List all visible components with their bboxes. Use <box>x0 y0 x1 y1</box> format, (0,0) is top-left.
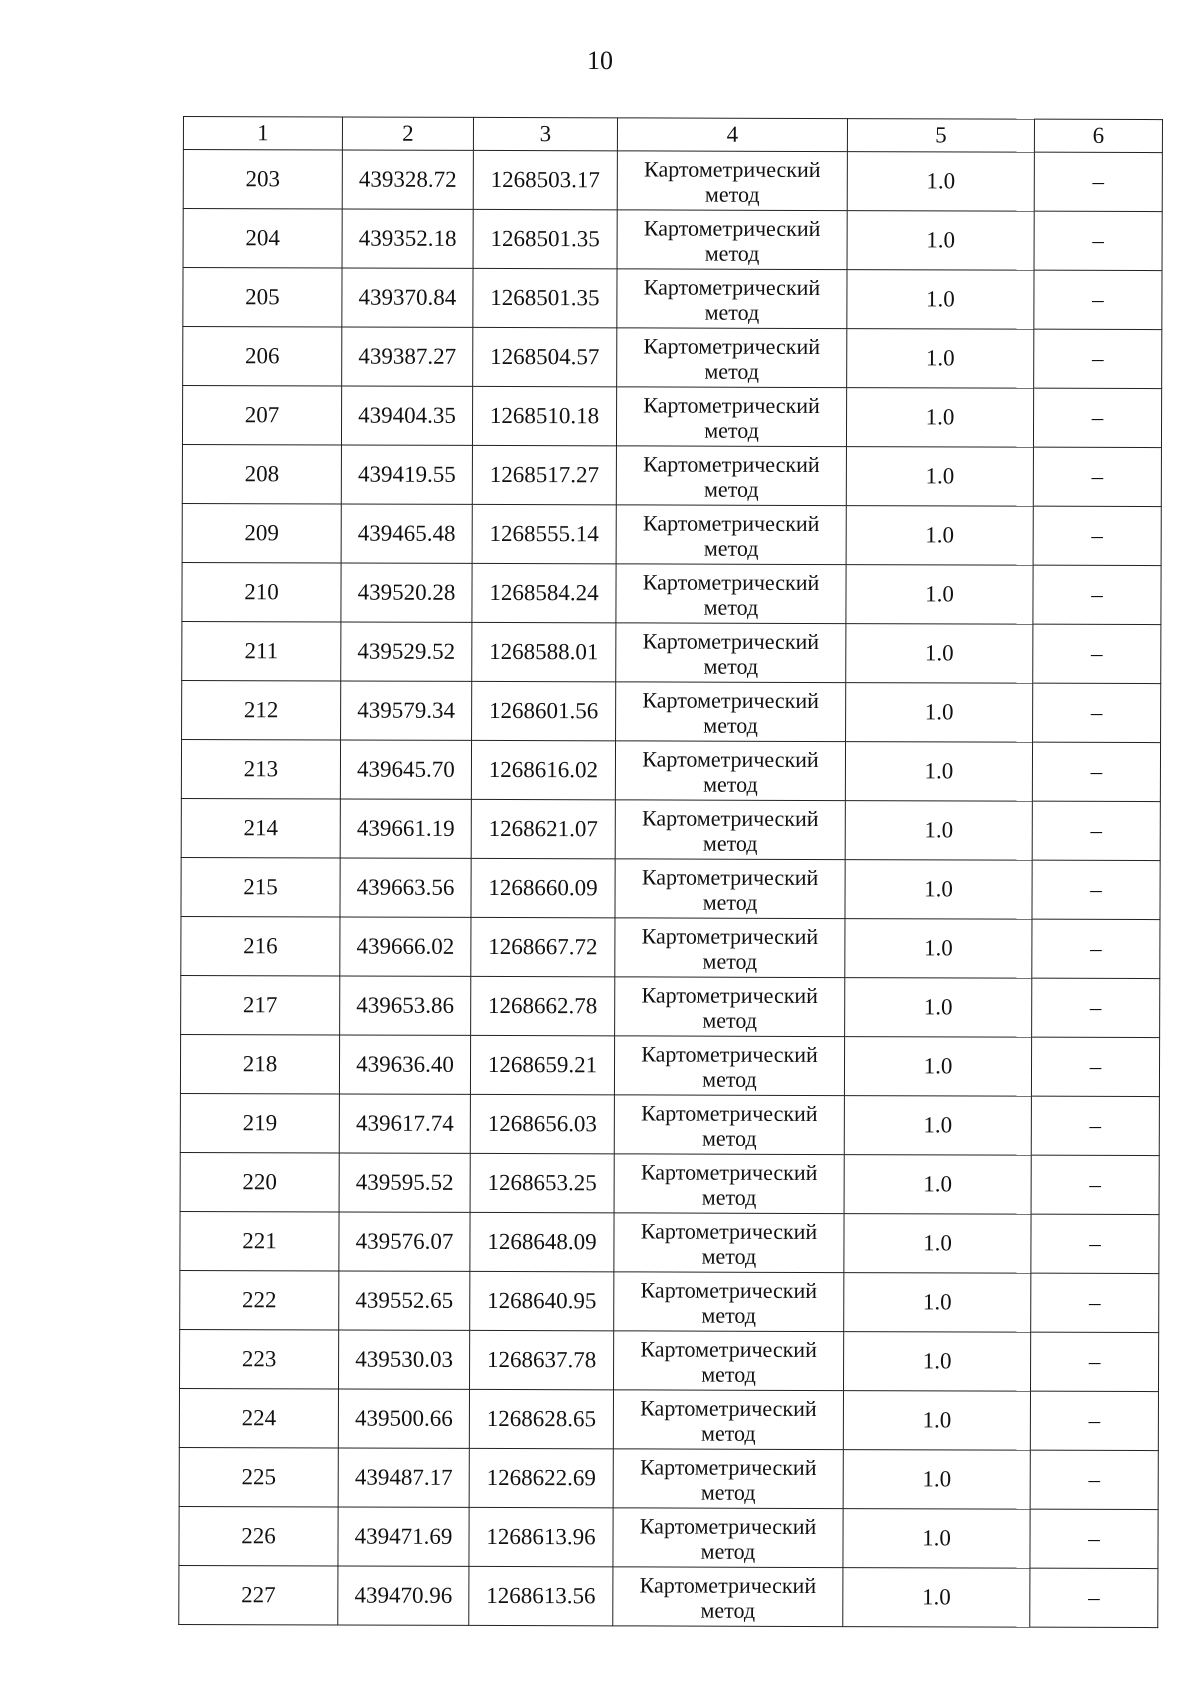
x-coordinate-cell: 439387.27 <box>342 327 473 386</box>
page-number: 10 <box>587 46 613 75</box>
table-row <box>181 975 1160 1037</box>
method-line-1: Картометрический <box>642 746 819 773</box>
table-row <box>179 1506 1158 1568</box>
x-coordinate-cell: 439370.84 <box>342 268 473 327</box>
note-cell: – <box>1031 1037 1159 1096</box>
x-coordinate-cell: 439530.03 <box>339 1330 470 1389</box>
y-coordinate-cell: 1268659.21 <box>470 1035 614 1094</box>
point-number-cell: 226 <box>179 1506 338 1565</box>
note-cell: – <box>1034 152 1162 211</box>
note-cell: – <box>1032 742 1160 801</box>
column-header-5: 5 <box>847 119 1034 153</box>
method-line-2: метод <box>701 1302 757 1328</box>
table-row <box>183 327 1162 389</box>
table-row <box>181 857 1160 919</box>
method-line-1: Картометрический <box>644 156 821 183</box>
table-row <box>180 1093 1159 1155</box>
method-line-1: Картометрический <box>643 392 820 419</box>
method-line-2: метод <box>702 830 758 856</box>
method-line-1: Картометрический <box>642 628 820 655</box>
method-line-2: метод <box>701 1125 757 1151</box>
method-line-2: метод <box>700 1597 756 1623</box>
note-cell: – <box>1033 447 1161 506</box>
method-line-1: Картометрический <box>639 1454 817 1480</box>
y-coordinate-cell: 1268510.18 <box>472 386 616 445</box>
method-cell <box>615 859 845 919</box>
point-number-cell: 211 <box>182 621 341 680</box>
table-row <box>180 1270 1159 1332</box>
point-number-cell: 203 <box>183 150 342 209</box>
method-cell <box>615 918 845 978</box>
point-number-cell: 208 <box>182 444 341 503</box>
x-coordinate-cell: 439552.65 <box>339 1271 470 1330</box>
x-coordinate-cell: 439465.48 <box>341 504 472 563</box>
method-line-1: Картометрический <box>640 1336 817 1362</box>
x-coordinate-cell: 439352.18 <box>342 209 473 268</box>
method-line-2: метод <box>703 535 759 561</box>
method-line-2: метод <box>703 653 759 679</box>
coordinates-table <box>178 116 1163 1628</box>
column-header-4: 4 <box>617 118 847 152</box>
note-cell: – <box>1034 329 1162 388</box>
x-coordinate-cell: 439500.66 <box>338 1389 469 1448</box>
method-cell <box>616 564 846 624</box>
x-coordinate-cell: 439661.19 <box>340 799 471 858</box>
note-cell: – <box>1030 1450 1158 1509</box>
point-number-cell: 223 <box>180 1329 339 1388</box>
method-line-2: метод <box>703 712 758 738</box>
y-coordinate-cell: 1268662.78 <box>471 976 615 1035</box>
accuracy-cell: 1.0 <box>844 1096 1031 1156</box>
point-number-cell: 213 <box>181 739 340 798</box>
method-cell <box>614 1272 844 1332</box>
x-coordinate-cell: 439617.74 <box>339 1094 470 1153</box>
method-line-1: Картометрический <box>642 805 819 831</box>
method-cell <box>617 210 847 270</box>
method-line-1: Картометрический <box>641 1041 818 1067</box>
column-header-3: 3 <box>473 117 617 150</box>
point-number-cell: 215 <box>181 857 340 916</box>
method-line-1: Картометрический <box>640 1277 818 1303</box>
note-cell: – <box>1032 801 1160 860</box>
accuracy-cell: 1.0 <box>845 978 1032 1038</box>
table-header <box>183 117 1162 153</box>
accuracy-cell: 1.0 <box>846 506 1033 566</box>
column-header-6: 6 <box>1034 119 1162 152</box>
accuracy-cell: 1.0 <box>846 388 1033 448</box>
y-coordinate-cell: 1268584.24 <box>472 563 616 622</box>
table-row <box>179 1388 1158 1450</box>
method-line-1: Картометрический <box>642 569 820 596</box>
x-coordinate-cell: 439404.35 <box>341 386 472 445</box>
method-line-2: метод <box>704 417 759 443</box>
method-line-2: метод <box>702 1007 757 1033</box>
point-number-cell: 224 <box>179 1388 338 1447</box>
point-number-cell: 225 <box>179 1447 338 1506</box>
method-line-2: метод <box>700 1538 756 1564</box>
note-cell: – <box>1031 1155 1159 1214</box>
accuracy-cell: 1.0 <box>846 624 1033 684</box>
point-number-cell: 210 <box>182 562 341 621</box>
point-number-cell: 219 <box>180 1093 339 1152</box>
table-row <box>182 503 1161 565</box>
method-line-2: метод <box>704 240 760 266</box>
accuracy-cell: 1.0 <box>846 447 1033 507</box>
y-coordinate-cell: 1268621.07 <box>471 799 615 858</box>
method-line-2: метод <box>702 1066 757 1092</box>
note-cell: – <box>1032 860 1160 919</box>
method-cell <box>615 977 845 1037</box>
table-row <box>183 209 1162 271</box>
note-cell: – <box>1033 506 1161 565</box>
x-coordinate-cell: 439470.96 <box>338 1566 469 1625</box>
table-body <box>179 150 1163 1628</box>
x-coordinate-cell: 439520.28 <box>341 563 472 622</box>
accuracy-cell: 1.0 <box>846 565 1033 625</box>
method-line-2: метод <box>701 1420 756 1446</box>
point-number-cell: 205 <box>183 268 342 327</box>
method-line-2: метод <box>702 889 758 915</box>
accuracy-cell: 1.0 <box>843 1332 1030 1392</box>
point-number-cell: 216 <box>181 916 340 975</box>
method-line-1: Картометрический <box>640 1218 818 1244</box>
y-coordinate-cell: 1268667.72 <box>471 917 615 976</box>
table-row <box>182 562 1161 624</box>
note-cell: – <box>1031 1273 1159 1332</box>
accuracy-cell: 1.0 <box>846 683 1033 743</box>
x-coordinate-cell: 439471.69 <box>338 1507 469 1566</box>
accuracy-cell: 1.0 <box>843 1391 1030 1451</box>
note-cell: – <box>1032 919 1160 978</box>
method-line-1: Картометрический <box>641 982 819 1008</box>
method-line-2: метод <box>701 1243 757 1269</box>
table-row <box>179 1565 1158 1627</box>
table-row <box>182 621 1161 683</box>
table-row <box>180 1034 1159 1096</box>
method-cell <box>616 505 846 565</box>
x-coordinate-cell: 439666.02 <box>340 917 471 976</box>
method-cell <box>616 446 846 506</box>
y-coordinate-cell: 1268504.57 <box>473 327 617 386</box>
point-number-cell: 206 <box>183 327 342 386</box>
note-cell: – <box>1030 1509 1158 1568</box>
accuracy-cell: 1.0 <box>844 1155 1031 1215</box>
method-line-2: метод <box>703 594 759 620</box>
table-row <box>180 1329 1159 1391</box>
x-coordinate-cell: 439576.07 <box>339 1212 470 1271</box>
y-coordinate-cell: 1268588.01 <box>472 622 616 681</box>
accuracy-cell: 1.0 <box>844 1214 1031 1274</box>
method-line-2: метод <box>704 181 760 207</box>
method-line-1: Картометрический <box>639 1513 817 1539</box>
point-number-cell: 207 <box>182 386 341 445</box>
accuracy-cell: 1.0 <box>845 801 1032 861</box>
note-cell: – <box>1030 1568 1158 1627</box>
header-row <box>183 117 1162 153</box>
note-cell: – <box>1031 1214 1159 1273</box>
method-cell <box>616 623 846 683</box>
accuracy-cell: 1.0 <box>843 1509 1030 1569</box>
point-number-cell: 212 <box>182 680 341 739</box>
accuracy-cell: 1.0 <box>845 742 1032 802</box>
table-row <box>182 680 1161 742</box>
method-cell <box>615 800 845 860</box>
note-cell: – <box>1030 1391 1158 1450</box>
method-cell <box>613 1508 843 1568</box>
method-cell <box>613 1567 843 1627</box>
method-cell <box>614 1154 844 1214</box>
method-line-1: Картометрический <box>643 333 821 360</box>
y-coordinate-cell: 1268653.25 <box>470 1153 614 1212</box>
method-line-1: Картометрический <box>641 1100 818 1126</box>
x-coordinate-cell: 439579.34 <box>341 681 472 740</box>
method-line-1: Картометрический <box>641 923 819 949</box>
x-coordinate-cell: 439653.86 <box>340 976 471 1035</box>
y-coordinate-cell: 1268622.69 <box>469 1448 613 1507</box>
y-coordinate-cell: 1268640.95 <box>470 1271 614 1330</box>
note-cell: – <box>1033 683 1161 742</box>
method-line-2: метод <box>701 1361 756 1387</box>
method-cell <box>617 151 847 211</box>
method-line-2: метод <box>703 476 759 502</box>
table-row <box>183 268 1162 330</box>
note-cell: – <box>1030 1332 1158 1391</box>
x-coordinate-cell: 439663.56 <box>340 858 471 917</box>
method-line-1: Картометрический <box>641 864 819 890</box>
column-header-1: 1 <box>183 117 342 150</box>
table-row <box>180 1152 1159 1214</box>
x-coordinate-cell: 439419.55 <box>341 445 472 504</box>
y-coordinate-cell: 1268648.09 <box>470 1212 614 1271</box>
method-line-2: метод <box>704 358 760 384</box>
method-line-1: Картометрический <box>643 451 820 478</box>
x-coordinate-cell: 439636.40 <box>339 1035 470 1094</box>
note-cell: – <box>1034 211 1162 270</box>
method-cell <box>614 1095 844 1155</box>
table-row <box>180 1211 1159 1273</box>
method-cell <box>613 1390 843 1450</box>
x-coordinate-cell: 439328.72 <box>342 150 473 209</box>
note-cell: – <box>1032 978 1160 1037</box>
table-row <box>182 386 1161 448</box>
point-number-cell: 222 <box>180 1270 339 1329</box>
y-coordinate-cell: 1268501.35 <box>473 209 617 268</box>
table-row <box>179 1447 1158 1509</box>
accuracy-cell: 1.0 <box>847 329 1034 389</box>
method-cell <box>616 682 846 742</box>
method-line-2: метод <box>703 771 758 797</box>
method-cell <box>617 269 847 329</box>
table-row <box>181 798 1160 860</box>
method-line-1: Картометрический <box>639 1572 817 1598</box>
table-row <box>182 444 1161 506</box>
accuracy-cell: 1.0 <box>847 152 1034 212</box>
method-line-1: Картометрический <box>640 1159 818 1185</box>
x-coordinate-cell: 439529.52 <box>341 622 472 681</box>
x-coordinate-cell: 439487.17 <box>338 1448 469 1507</box>
note-cell: – <box>1033 388 1161 447</box>
method-cell <box>613 1449 843 1509</box>
point-number-cell: 214 <box>181 798 340 857</box>
method-cell <box>615 741 845 801</box>
y-coordinate-cell: 1268501.35 <box>473 268 617 327</box>
y-coordinate-cell: 1268616.02 <box>471 740 615 799</box>
method-cell <box>617 328 847 388</box>
accuracy-cell: 1.0 <box>847 270 1034 330</box>
y-coordinate-cell: 1268637.78 <box>470 1330 614 1389</box>
note-cell: – <box>1034 270 1162 329</box>
y-coordinate-cell: 1268660.09 <box>471 858 615 917</box>
point-number-cell: 227 <box>179 1565 338 1624</box>
method-cell <box>616 387 846 447</box>
point-number-cell: 221 <box>180 1211 339 1270</box>
point-number-cell: 209 <box>182 503 341 562</box>
x-coordinate-cell: 439645.70 <box>340 740 471 799</box>
point-number-cell: 218 <box>180 1034 339 1093</box>
accuracy-cell: 1.0 <box>847 211 1034 271</box>
method-line-1: Картометрический <box>643 215 821 242</box>
y-coordinate-cell: 1268628.65 <box>469 1389 613 1448</box>
y-coordinate-cell: 1268656.03 <box>470 1094 614 1153</box>
accuracy-cell: 1.0 <box>844 1037 1031 1097</box>
y-coordinate-cell: 1268517.27 <box>472 445 616 504</box>
accuracy-cell: 1.0 <box>844 1273 1031 1333</box>
y-coordinate-cell: 1268601.56 <box>472 681 616 740</box>
y-coordinate-cell: 1268503.17 <box>473 150 617 209</box>
note-cell: – <box>1033 624 1161 683</box>
accuracy-cell: 1.0 <box>843 1450 1030 1510</box>
x-coordinate-cell: 439595.52 <box>339 1153 470 1212</box>
note-cell: – <box>1033 565 1161 624</box>
y-coordinate-cell: 1268613.56 <box>469 1566 613 1625</box>
method-line-1: Картометрический <box>640 1395 817 1421</box>
point-number-cell: 204 <box>183 209 342 268</box>
method-line-2: метод <box>702 948 758 974</box>
accuracy-cell: 1.0 <box>845 860 1032 920</box>
method-cell <box>614 1036 844 1096</box>
table-row <box>181 739 1160 801</box>
method-line-1: Картометрический <box>642 510 820 537</box>
method-line-1: Картометрический <box>643 274 821 301</box>
method-line-1: Картометрический <box>642 687 819 714</box>
y-coordinate-cell: 1268555.14 <box>472 504 616 563</box>
accuracy-cell: 1.0 <box>845 919 1032 979</box>
column-header-2: 2 <box>342 117 473 150</box>
table-row <box>183 150 1162 212</box>
method-line-2: метод <box>704 299 760 325</box>
method-cell <box>614 1331 844 1391</box>
point-number-cell: 217 <box>181 975 340 1034</box>
accuracy-cell: 1.0 <box>843 1568 1030 1628</box>
method-cell <box>614 1213 844 1273</box>
method-line-2: метод <box>701 1184 757 1210</box>
table-row <box>181 916 1160 978</box>
note-cell: – <box>1031 1096 1159 1155</box>
y-coordinate-cell: 1268613.96 <box>469 1507 613 1566</box>
method-line-2: метод <box>700 1479 756 1505</box>
point-number-cell: 220 <box>180 1152 339 1211</box>
